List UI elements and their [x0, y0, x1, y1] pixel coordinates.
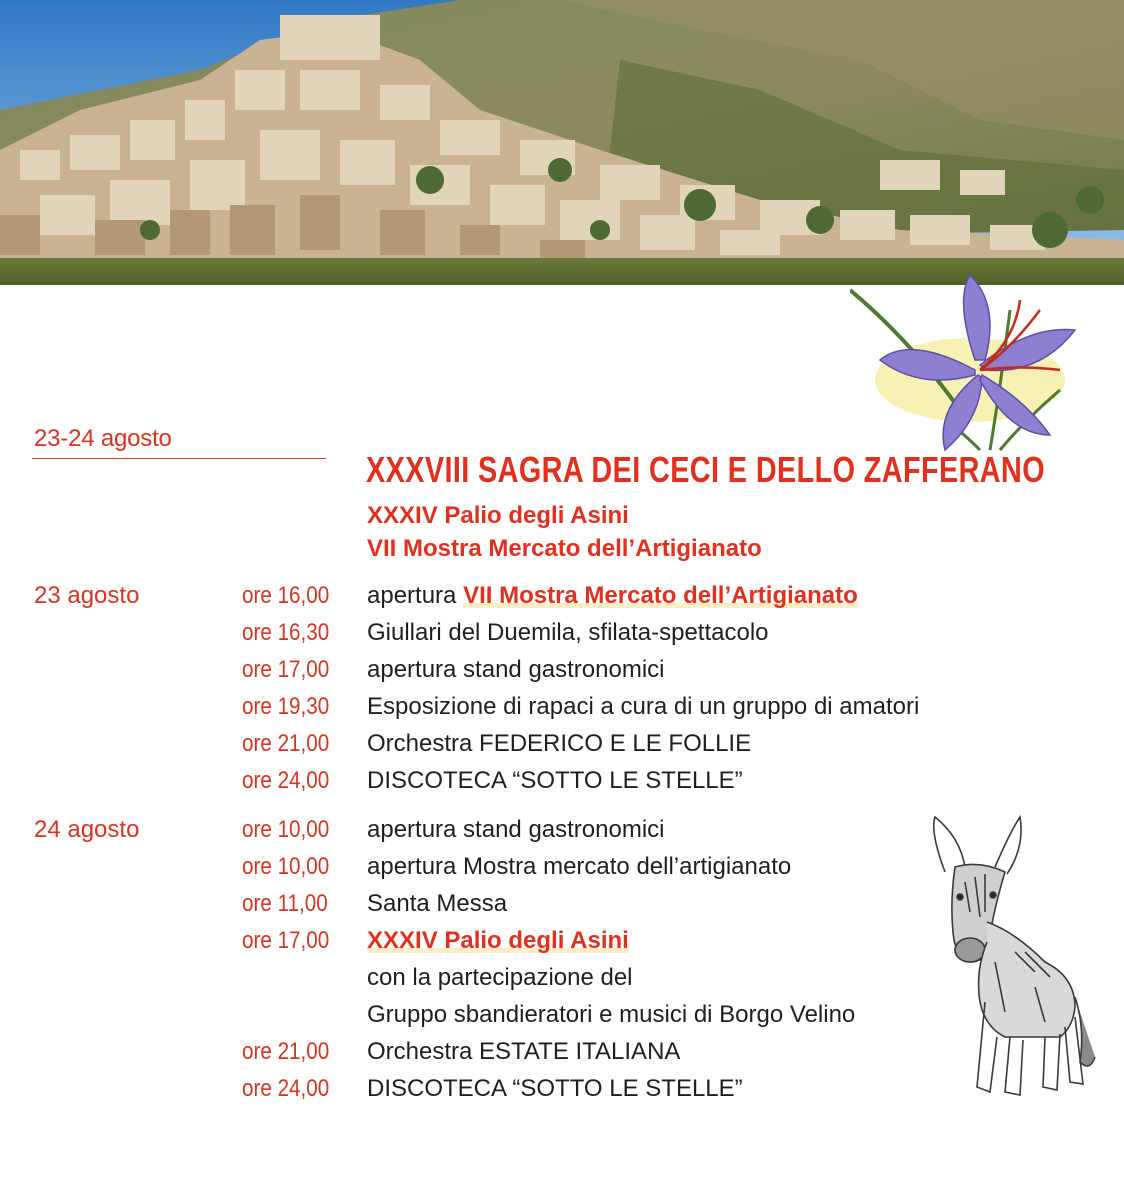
schedule-row [0, 619, 1124, 656]
event-time: ore 10,00 [242, 816, 330, 843]
event-time: ore 19,30 [242, 693, 330, 720]
event-prefix: apertura [367, 582, 464, 609]
schedule-row [0, 693, 1124, 730]
event-time: ore 21,00 [242, 1038, 330, 1065]
event-description: con la partecipazione del [367, 964, 633, 991]
page-title: XXXVIII SAGRA DEI CECI E DELLO ZAFFERANO [366, 449, 1045, 490]
schedule-row [0, 730, 1124, 767]
event-description [367, 927, 629, 955]
donkey-illustration [925, 812, 1100, 1107]
subtitle: VII Mostra Mercato dell’Artigianato [367, 535, 762, 562]
schedule-row [0, 582, 1124, 619]
event-time: ore 17,00 [242, 656, 330, 683]
divider [32, 458, 326, 459]
event-time: ore 10,00 [242, 853, 330, 880]
saffron-crocus-illustration [850, 270, 1080, 470]
schedule-row [0, 767, 1124, 804]
event-time: ore 16,00 [242, 582, 330, 609]
event-time: ore 21,00 [242, 730, 330, 757]
event-description: Esposizione di rapaci a cura di un gruppo di amatori [367, 693, 920, 720]
event-highlight: VII Mostra Mercato dell’Artigianato [463, 582, 858, 609]
event-description: Santa Messa [367, 890, 508, 917]
event-time: ore 17,00 [242, 927, 330, 954]
event-time: ore 24,00 [242, 1075, 330, 1102]
event-description: Orchestra FEDERICO E LE FOLLIE [367, 730, 752, 757]
event-time: ore 11,00 [242, 890, 328, 917]
event-description: DISCOTECA “SOTTO LE STELLE” [367, 767, 743, 794]
event-time: ore 16,30 [242, 619, 330, 646]
event-description: Giullari del Duemila, sfilata-spettacolo [367, 619, 769, 646]
event-description: Orchestra ESTATE ITALIANA [367, 1038, 681, 1065]
subtitle: XXXIV Palio degli Asini [367, 502, 629, 529]
event-time: ore 24,00 [242, 767, 330, 794]
event-description: DISCOTECA “SOTTO LE STELLE” [367, 1075, 743, 1102]
day-label: 24 agosto [34, 816, 140, 843]
event-description: apertura Mostra mercato dell’artigianato [367, 853, 792, 880]
date-range: 23-24 agosto [34, 425, 172, 452]
schedule-row [0, 656, 1124, 693]
hill-town-photo [0, 0, 1124, 285]
day-label: 23 agosto [34, 582, 140, 609]
event-highlight: XXXIV Palio degli Asini [367, 927, 629, 954]
event-description: apertura stand gastronomici [367, 816, 665, 843]
event-description: apertura stand gastronomici [367, 656, 665, 683]
event-description [367, 582, 858, 610]
event-description: Gruppo sbandieratori e musici di Borgo Velino [367, 1001, 856, 1028]
